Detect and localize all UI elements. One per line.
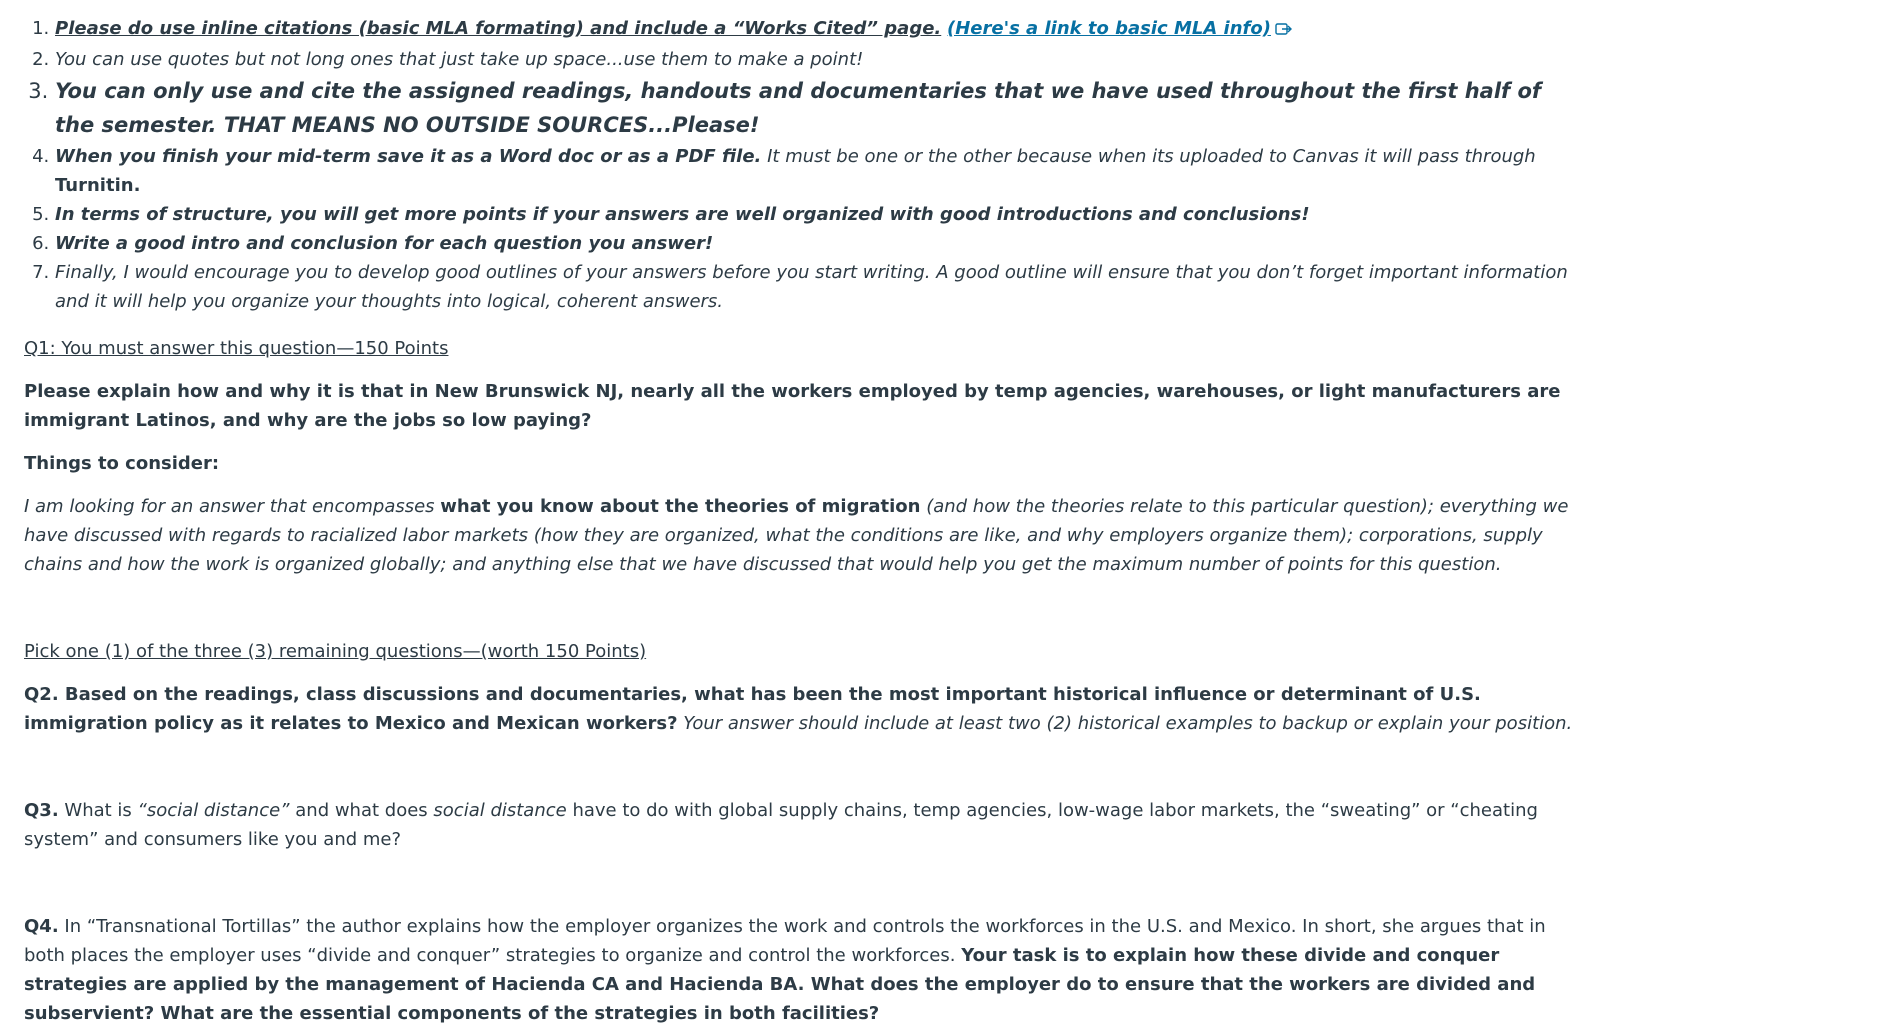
instruction-text: Please do use inline citations (basic MLA formating) and include a “Works Cited” page. [55, 18, 942, 39]
instruction-item-5 [55, 200, 1574, 229]
instruction-item-4 [55, 142, 1574, 200]
instruction-item-6 [55, 229, 1574, 258]
mla-info-link[interactable]: (Here's a link to basic MLA info) [946, 18, 1271, 39]
q3-text-1: What is [64, 800, 132, 821]
instruction-item-7 [55, 258, 1574, 316]
q3-question [24, 796, 1574, 854]
instruction-text: You can use quotes but not long ones that just take up space...use them to make a point! [55, 49, 864, 70]
instruction-text: It must be one or the other because when its uploaded to Canvas it will pass through [767, 146, 1536, 167]
pick-one-heading: Pick one (1) of the three (3) remaining questions—(worth 150 Points) [24, 641, 647, 662]
instruction-item-2 [55, 45, 1574, 74]
consider-post-text: (and how the theories relate to this particular question); everything we have discussed with regards to racialized labor markets (how they are organized, what the conditions are like, and why employers organize them); corporations, supply chains and how the work is organized globally; and anything else that we have discussed that would help you get the maximum number of points for this question. [24, 496, 1569, 575]
q3-italic-1: “social distance” [137, 800, 290, 821]
q4-text: In “Transnational Tortillas” the author explains how the employer organizes the work and controls the workforces in the U.S. and Mexico. In short, she argues that in both places the employer uses “divide and conquer” strategies to organize and control the workforces. [24, 916, 1546, 966]
instruction-text: Write a good intro and conclusion for each question you answer! [55, 233, 714, 254]
q4-bold-text: Your task is to explain how these divide and conquer strategies are applied by the management of Hacienda CA and Hacienda BA. What does the employer do to ensure that the workers are divided and subservient? What are the essential components of the strategies in both facilities? [24, 945, 1536, 1024]
instruction-text: Finally, I would encourage you to develop good outlines of your answers before you start writing. A good outline will ensure that you don’t forget important information and it will help you organize your thoughts into logical, coherent answers. [55, 262, 1568, 312]
instruction-text: You can only use and cite the assigned readings, handouts and documentaries that we have used throughout the first half of the semester. THAT MEANS NO OUTSIDE SOURCES...Please! [55, 79, 1542, 137]
q2-italic-text: Your answer should include at least two (2) historical examples to backup or explain your position. [683, 713, 1573, 734]
assignment-content [24, 14, 1574, 1028]
q3-italic-2: social distance [433, 800, 567, 821]
instruction-item-3 [55, 74, 1574, 142]
q1-heading: Q1: You must answer this question—150 Points [24, 338, 449, 359]
q3-text-3: have to do with global supply chains, temp agencies, low-wage labor markets, the “sweating” or “cheating system” and consumers like you and me? [24, 800, 1538, 850]
q2-bold-text: Q2. Based on the readings, class discussions and documentaries, what has been the most important historical influence or determinant of U.S. immigration policy as it relates to Mexico and Mexican workers? [24, 684, 1481, 734]
things-to-consider-text [24, 492, 1574, 579]
things-to-consider-label: Things to consider: [24, 453, 220, 474]
external-link-icon[interactable] [1275, 16, 1293, 45]
q2-question [24, 680, 1574, 738]
q3-text-2: and what does [295, 800, 428, 821]
instruction-tail-text: Turnitin. [55, 175, 141, 196]
q4-question [24, 912, 1574, 1028]
q4-label: Q4. [24, 916, 59, 937]
consider-pre-text: I am looking for an answer that encompasses [24, 496, 435, 517]
q1-question: Please explain how and why it is that in New Brunswick NJ, nearly all the workers employed by temp agencies, warehouses, or light manufacturers are immigrant Latinos, and why are the jobs so low paying? [24, 381, 1561, 431]
instruction-bold-text: When you finish your mid-term save it as a Word doc or as a PDF file. [55, 146, 762, 167]
consider-bold-text: what you know about the theories of migration [440, 496, 921, 517]
instruction-item-1 [55, 14, 1574, 45]
q3-label: Q3. [24, 800, 59, 821]
instructions-list [24, 14, 1574, 316]
instruction-text: In terms of structure, you will get more points if your answers are well organized with good introductions and conclusions! [55, 204, 1310, 225]
